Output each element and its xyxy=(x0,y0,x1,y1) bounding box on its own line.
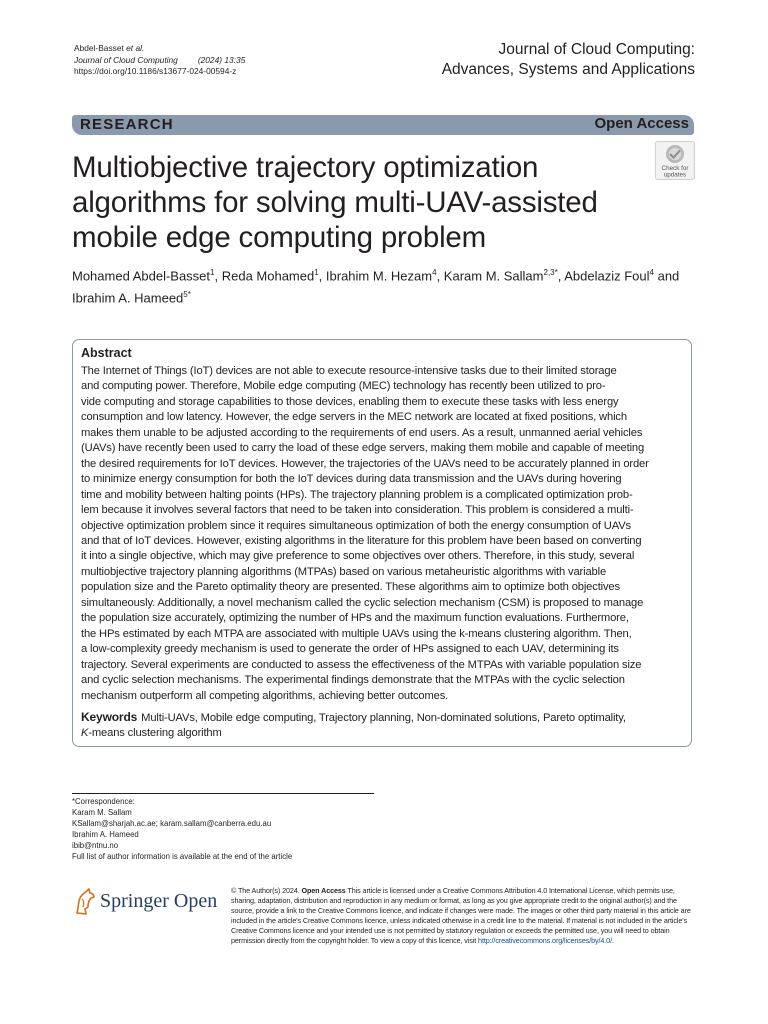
license-link[interactable]: http://creativecommons.org/licenses/by/4.0/ xyxy=(478,936,612,946)
author-separator: , xyxy=(318,268,326,284)
springer-open-logo[interactable] xyxy=(100,890,217,913)
author-name: Abdelaziz Foul xyxy=(564,268,650,284)
abstract-line: objective optimization problem since it requires simultaneous optimization of both the energy consumption of UAVs xyxy=(81,519,631,532)
abstract-line: to minimize energy consumption for both the IoT devices during data transmission and the UAVs during hovering xyxy=(81,473,622,486)
abstract-line: a low-complexity greedy mechanism is used to generate the order of HPs assigned to each UAV, determining its xyxy=(81,643,619,656)
keywords-label: Keywords xyxy=(81,710,138,724)
author-separator: , xyxy=(214,268,222,284)
logo-brand-open: Open xyxy=(173,890,218,912)
open-access-label: Open Access xyxy=(594,115,689,132)
abstract-line: the desired requirements for IoT devices. However, the trajectories of the UAVs need to be accurately planned in order xyxy=(81,457,649,470)
abstract-text xyxy=(81,364,689,704)
correspondence-line: Ibrahim A. Hameed xyxy=(72,829,139,839)
abstract-line: simultaneously. Additionally, a novel mechanism called the cyclic selection mechanism (CSM) is proposed to manage xyxy=(81,596,644,609)
journal-name-line1: Journal of Cloud Computing: xyxy=(498,41,695,58)
journal-name xyxy=(442,40,695,80)
author-separator: , xyxy=(557,268,565,284)
citation-journal: Journal of Cloud Computing xyxy=(74,54,178,65)
section-bar xyxy=(72,115,694,135)
citation-doi[interactable]: https://doi.org/10.1186/s13677-024-00594-z xyxy=(74,66,237,76)
section-label: RESEARCH xyxy=(80,116,174,133)
author-affiliation: 2,3* xyxy=(543,268,558,277)
abstract-line: lem because it involves several factors that need to be taken into consideration. This problem is considered a multi- xyxy=(81,504,634,517)
abstract-line: the HPs estimated by each MTPA are associated with multiple UAVs using the k-means clustering algorithm. Then, xyxy=(81,627,632,640)
citation-block xyxy=(74,43,245,78)
correspondence-line: Karam M. Sallam xyxy=(72,807,132,817)
author-name: Karam M. Sallam xyxy=(443,268,544,284)
license-copyright: © The Author(s) 2024. xyxy=(231,886,300,895)
author-list xyxy=(72,263,692,308)
author-name: Ibrahim A. Hameed xyxy=(72,290,184,306)
license-open-access: Open Access xyxy=(301,886,346,895)
abstract-line: it into a single objective, which may give preference to some objectives over others. Therefore, in this study, several xyxy=(81,550,635,563)
article-title: Multiobjective trajectory optimization algorithms for solving multi-UAV-assisted mobile edge computing problem xyxy=(72,151,598,254)
springer-horse-icon xyxy=(73,887,97,917)
keywords-line1: Multi-UAVs, Mobile edge computing, Trajectory planning, Non-dominated solutions, Pareto optimality, xyxy=(141,712,626,724)
correspondence-line: *Correspondence: xyxy=(72,797,135,806)
author-affiliation: 5* xyxy=(183,290,191,300)
abstract-line: and computing power. Therefore, Mobile edge computing (MEC) technology has recently been utilized to pro- xyxy=(81,380,606,393)
crossmark-line1: Check for xyxy=(661,165,689,172)
author-affiliation: 1 xyxy=(210,268,215,277)
abstract-line: vide computing and storage capabilities to those devices, enabling them to execute these tasks with less energy xyxy=(81,395,619,408)
footnote-rule xyxy=(72,793,374,794)
abstract-line: population size and the Pareto optimality theory are presented. These algorithms aim to optimize both objectives xyxy=(81,581,620,594)
author-name: Mohamed Abdel-Basset xyxy=(72,268,211,284)
abstract-line: and that of IoT devices. However, existing algorithms in the literature for this problem have been based on converting xyxy=(81,534,642,547)
license-text xyxy=(231,886,694,947)
correspondence-line: KSallam@sharjah.ac.ae; karam.sallam@canberra.edu.au xyxy=(72,818,272,828)
author-affiliation: 1 xyxy=(314,268,319,277)
author-affiliation: 4 xyxy=(432,268,437,277)
author-affiliation: 4 xyxy=(649,268,654,277)
author-separator: , xyxy=(436,268,444,284)
citation-et-al: et al. xyxy=(126,43,145,53)
citation-authors: Abdel-Basset xyxy=(74,43,124,53)
crossmark-icon xyxy=(655,141,695,180)
abstract-heading: Abstract xyxy=(81,346,132,360)
journal-name-line2: Advances, Systems and Applications xyxy=(441,61,695,78)
abstract-line: The Internet of Things (IoT) devices are not able to execute resource-intensive tasks due to their limited storage xyxy=(81,365,617,377)
abstract-line: (UAVs) have recently been used to carry the load of these edge servers, making them mobile and capable of meeting xyxy=(81,442,645,455)
abstract-line: trajectory. Several experiments are conducted to assess the effectiveness of the MTPAs with variable population size xyxy=(81,658,642,671)
crossmark-line2: updates xyxy=(663,171,687,179)
abstract-line: and cyclic selection mechanisms. The experimental findings demonstrate that the MTPAs with the cyclic selection xyxy=(81,674,625,687)
license-body: This article is licensed under a Creative Commons Attribution 4.0 International License, which permits use, sharing, adaptation, distribution and reproduction in any medium or format, as long as you give appropriate credit to the original author(s) and the source, provide a link to the Creative Commons licence, and indicate if changes were made. The images or other third party material in this article are included in the article's Creative Commons licence, unless indicated otherwise in a credit line to the material. If material is not included in the article's Creative Commons licence and your intended use is not permitted by statutory regulation or exceeds the permitted use, you will need to obtain permission directly from the copyright holder. To view a copy of this licence, visit xyxy=(231,886,691,946)
author-name: Reda Mohamed xyxy=(221,268,315,284)
abstract-line: consumption and low latency. However, the edge servers in the MEC network are located at fixed positions, which xyxy=(81,411,627,424)
logo-brand: Springer xyxy=(100,890,169,912)
license-end: . xyxy=(611,936,614,946)
abstract-line: time and mobility between halting points (HPs). The trajectory planning problem is a complicated optimization prob- xyxy=(81,488,633,501)
check-for-updates-badge[interactable] xyxy=(655,141,695,180)
author-name: Ibrahim M. Hezam xyxy=(325,268,433,284)
keywords xyxy=(81,710,689,742)
abstract-line: the population size accurately, optimizing the number of HPs and the maximum function evaluations. Furthermore, xyxy=(81,612,629,625)
abstract-line: mechanism outperform all competing algorithms, achieving better outcomes. xyxy=(81,689,449,702)
correspondence-line: ibib@ntnu.no xyxy=(72,840,119,850)
correspondence-line: Full list of author information is available at the end of the article xyxy=(72,851,293,861)
correspondence-block xyxy=(72,797,292,862)
keywords-italic-k: K xyxy=(81,727,89,740)
abstract-line: multiobjective trajectory planning algorithms (MTPAs) based on various metaheuristic algorithms with variable xyxy=(81,565,607,578)
keywords-line2: -means clustering algorithm xyxy=(88,727,222,740)
author-separator: and xyxy=(653,268,680,284)
abstract-line: makes them unable to be adjusted according to the requirements of end users. As a result, unmanned aerial vehicles xyxy=(81,426,643,439)
citation-volume: (2024) 13:35 xyxy=(197,54,246,65)
